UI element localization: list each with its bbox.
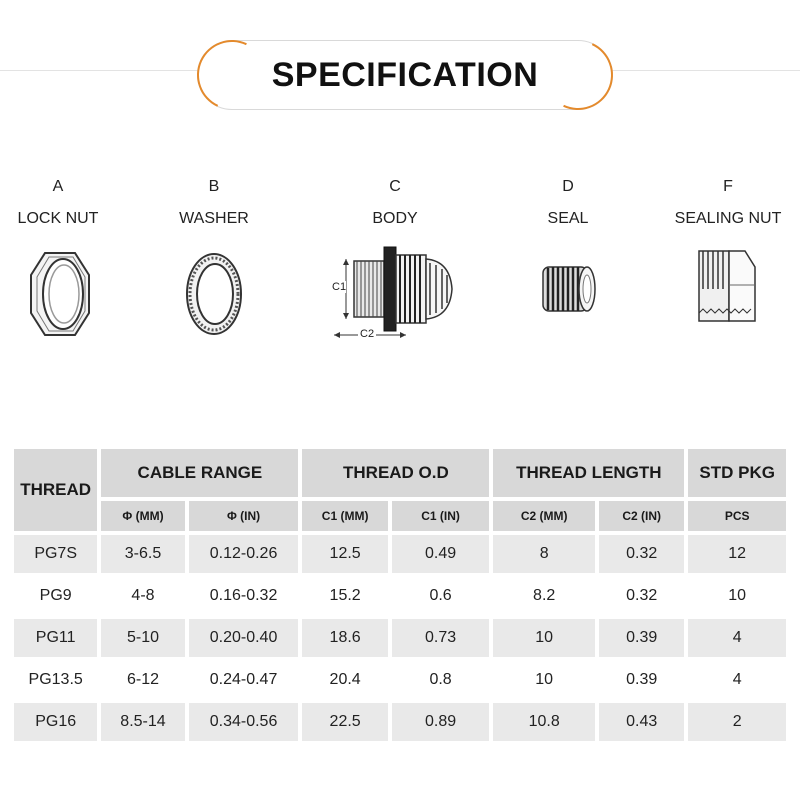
page-title: SPECIFICATION [271, 55, 539, 94]
cell-thread: PG9 [14, 577, 97, 615]
part-body [330, 175, 460, 349]
subheader-phi-mm: Φ (MM) [101, 501, 184, 531]
subheader-c1-mm: C1 (MM) [302, 501, 387, 531]
cell-c1-in: 0.89 [392, 703, 490, 741]
cell-phi-mm: 5-10 [101, 619, 184, 657]
part-letter: C [389, 178, 401, 195]
washer-icon [179, 249, 249, 339]
part-letter: F [723, 178, 733, 195]
cell-c2-in: 0.39 [599, 619, 684, 657]
cell-c2-mm: 8 [493, 535, 595, 573]
subheader-c2-mm: C2 (MM) [493, 501, 595, 531]
subheader-pcs: PCS [688, 501, 786, 531]
header-std-pkg: STD PKG [688, 449, 786, 497]
cell-thread: PG11 [14, 619, 97, 657]
part-letter: A [52, 178, 64, 195]
part-name: BODY [372, 210, 418, 227]
cell-phi-in: 0.12-0.26 [189, 535, 299, 573]
part-name: LOCK NUT [17, 210, 99, 227]
cell-c2-in: 0.43 [599, 703, 684, 741]
cell-c1-mm: 12.5 [302, 535, 387, 573]
cell-thread: PG16 [14, 703, 97, 741]
part-name: SEALING NUT [674, 210, 782, 227]
table-row [14, 703, 786, 741]
cell-c1-in: 0.6 [392, 577, 490, 615]
cell-phi-mm: 6-12 [101, 661, 184, 699]
cell-pcs: 4 [688, 619, 786, 657]
lock-nut-icon [23, 249, 93, 339]
cell-phi-mm: 4-8 [101, 577, 184, 615]
cell-c1-mm: 20.4 [302, 661, 387, 699]
cell-thread: PG13.5 [14, 661, 97, 699]
header-thread-length: THREAD LENGTH [493, 449, 684, 497]
specification-table [10, 445, 790, 745]
cell-phi-in: 0.20-0.40 [189, 619, 299, 657]
table-row [14, 619, 786, 657]
subheader-c2-in: C2 (IN) [599, 501, 684, 531]
cell-c2-in: 0.39 [599, 661, 684, 699]
cell-c2-mm: 10 [493, 661, 595, 699]
part-lock-nut [8, 175, 108, 339]
cell-pcs: 2 [688, 703, 786, 741]
seal-icon [533, 259, 603, 319]
part-name: WASHER [179, 210, 249, 227]
cell-c1-in: 0.73 [392, 619, 490, 657]
part-seal [518, 175, 618, 319]
header-cable-range: CABLE RANGE [101, 449, 298, 497]
part-letter: D [562, 178, 574, 195]
cell-c2-in: 0.32 [599, 535, 684, 573]
dimension-c1-label: C1 [332, 281, 347, 293]
body-icon [330, 239, 460, 349]
header-thread-od: THREAD O.D [302, 449, 489, 497]
cell-phi-mm: 8.5-14 [101, 703, 184, 741]
subheader-phi-in: Φ (IN) [189, 501, 299, 531]
part-letter: B [208, 178, 220, 195]
cell-c1-mm: 22.5 [302, 703, 387, 741]
cell-c2-mm: 10.8 [493, 703, 595, 741]
cell-phi-in: 0.16-0.32 [189, 577, 299, 615]
part-washer [164, 175, 264, 339]
part-name: SEAL [547, 210, 589, 227]
cell-pcs: 12 [688, 535, 786, 573]
cell-pcs: 4 [688, 661, 786, 699]
cell-pcs: 10 [688, 577, 786, 615]
cell-c1-mm: 15.2 [302, 577, 387, 615]
part-sealing-nut [668, 175, 788, 331]
cell-c1-mm: 18.6 [302, 619, 387, 657]
table-row [14, 661, 786, 699]
header-thread: THREAD [14, 449, 97, 531]
cell-phi-mm: 3-6.5 [101, 535, 184, 573]
cell-c2-mm: 8.2 [493, 577, 595, 615]
cell-c2-mm: 10 [493, 619, 595, 657]
cell-phi-in: 0.34-0.56 [189, 703, 299, 741]
sealing-nut-icon [693, 241, 763, 331]
cell-c2-in: 0.32 [599, 577, 684, 615]
cell-c1-in: 0.8 [392, 661, 490, 699]
subheader-c1-in: C1 (IN) [392, 501, 490, 531]
cell-phi-in: 0.24-0.47 [189, 661, 299, 699]
dimension-c2-label: C2 [360, 328, 375, 340]
table-row [14, 577, 786, 615]
cell-thread: PG7S [14, 535, 97, 573]
cell-c1-in: 0.49 [392, 535, 490, 573]
table-row [14, 535, 786, 573]
